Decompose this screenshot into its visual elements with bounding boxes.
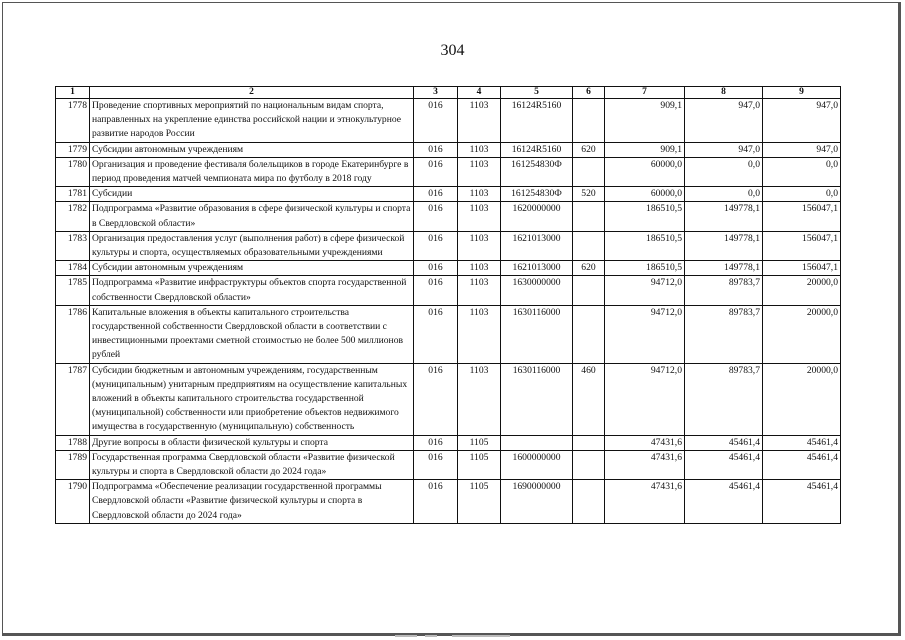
scan-mark <box>452 635 510 637</box>
amount-col7: 94712,0 <box>605 305 685 363</box>
ministry-code: 016 <box>414 157 458 186</box>
target-article-code: 161254830Ф <box>501 187 573 202</box>
page-number: 304 <box>440 42 465 59</box>
amount-col7: 60000,0 <box>605 187 685 202</box>
amount-col9: 947,0 <box>763 99 841 143</box>
section-code: 1105 <box>458 480 501 524</box>
row-number: 1779 <box>56 142 90 157</box>
table-row <box>56 363 841 435</box>
row-number: 1789 <box>56 450 90 479</box>
column-header-9: 9 <box>763 87 841 99</box>
ministry-code: 016 <box>414 231 458 260</box>
amount-col8: 45461,4 <box>685 480 763 524</box>
ministry-code: 016 <box>414 187 458 202</box>
item-name: Субсидии автономным учреждениям <box>90 261 414 276</box>
item-name: Подпрограмма «Развитие образования в сфере физической культуры и спорта в Свердловской области» <box>90 202 414 231</box>
ministry-code: 016 <box>414 142 458 157</box>
row-number: 1783 <box>56 231 90 260</box>
row-number: 1788 <box>56 435 90 450</box>
table-row <box>56 231 841 260</box>
expense-type-code <box>573 435 605 450</box>
column-header-4: 4 <box>458 87 501 99</box>
table-row <box>56 435 841 450</box>
column-header-2: 2 <box>90 87 414 99</box>
target-article-code <box>501 435 573 450</box>
expense-type-code: 620 <box>573 142 605 157</box>
target-article-code: 1600000000 <box>501 450 573 479</box>
table-row <box>56 157 841 186</box>
amount-col8: 89783,7 <box>685 305 763 363</box>
table-row <box>56 450 841 479</box>
section-code: 1103 <box>458 363 501 435</box>
amount-col9: 156047,1 <box>763 202 841 231</box>
section-code: 1105 <box>458 435 501 450</box>
ministry-code: 016 <box>414 480 458 524</box>
row-number: 1780 <box>56 157 90 186</box>
ministry-code: 016 <box>414 99 458 143</box>
header-row <box>56 87 841 99</box>
amount-col8: 45461,4 <box>685 435 763 450</box>
section-code: 1103 <box>458 142 501 157</box>
amount-col7: 186510,5 <box>605 202 685 231</box>
expense-type-code <box>573 157 605 186</box>
section-code: 1103 <box>458 202 501 231</box>
amount-col8: 149778,1 <box>685 231 763 260</box>
amount-col7: 60000,0 <box>605 157 685 186</box>
section-code: 1105 <box>458 450 501 479</box>
target-article-code: 161254830Ф <box>501 157 573 186</box>
scan-mark <box>425 635 437 637</box>
row-number: 1784 <box>56 261 90 276</box>
target-article-code: 1620000000 <box>501 202 573 231</box>
amount-col9: 156047,1 <box>763 261 841 276</box>
column-header-7: 7 <box>605 87 685 99</box>
section-code: 1103 <box>458 231 501 260</box>
table-row <box>56 480 841 524</box>
item-name: Подпрограмма «Развитие инфраструктуры объектов спорта государственной собственности Свердловской области» <box>90 276 414 305</box>
section-code: 1103 <box>458 187 501 202</box>
ministry-code: 016 <box>414 261 458 276</box>
row-number: 1790 <box>56 480 90 524</box>
row-number: 1787 <box>56 363 90 435</box>
ministry-code: 016 <box>414 363 458 435</box>
target-article-code: 16124R5160 <box>501 99 573 143</box>
ministry-code: 016 <box>414 305 458 363</box>
item-name: Государственная программа Свердловской области «Развитие физической культуры и спорта в Свердловской области до 2024 года» <box>90 450 414 479</box>
section-code: 1103 <box>458 276 501 305</box>
expense-type-code: 460 <box>573 363 605 435</box>
column-header-6: 6 <box>573 87 605 99</box>
amount-col7: 47431,6 <box>605 435 685 450</box>
target-article-code: 1630000000 <box>501 276 573 305</box>
row-number: 1785 <box>56 276 90 305</box>
target-article-code: 1690000000 <box>501 480 573 524</box>
row-number: 1781 <box>56 187 90 202</box>
expense-type-code <box>573 305 605 363</box>
column-header-1: 1 <box>56 87 90 99</box>
table-row <box>56 202 841 231</box>
table-row <box>56 276 841 305</box>
ministry-code: 016 <box>414 276 458 305</box>
section-code: 1103 <box>458 157 501 186</box>
amount-col9: 20000,0 <box>763 363 841 435</box>
amount-col9: 45461,4 <box>763 435 841 450</box>
item-name: Субсидии <box>90 187 414 202</box>
budget-table <box>55 86 841 524</box>
amount-col9: 156047,1 <box>763 231 841 260</box>
section-code: 1103 <box>458 261 501 276</box>
row-number: 1786 <box>56 305 90 363</box>
column-header-5: 5 <box>501 87 573 99</box>
target-article-code: 1630116000 <box>501 305 573 363</box>
expense-type-code <box>573 480 605 524</box>
amount-col7: 186510,5 <box>605 261 685 276</box>
target-article-code: 16124R5160 <box>501 142 573 157</box>
amount-col9: 20000,0 <box>763 305 841 363</box>
amount-col8: 149778,1 <box>685 202 763 231</box>
expense-type-code <box>573 231 605 260</box>
amount-col9: 0,0 <box>763 157 841 186</box>
table-row <box>56 305 841 363</box>
item-name: Капитальные вложения в объекты капитального строительства государственной собственности Свердловской области в соответствии с инвестиционными проектами сметной стоимостью не более 500 миллионов рублей <box>90 305 414 363</box>
amount-col9: 20000,0 <box>763 276 841 305</box>
table-row <box>56 187 841 202</box>
row-number: 1778 <box>56 99 90 143</box>
amount-col8: 947,0 <box>685 142 763 157</box>
section-code: 1103 <box>458 99 501 143</box>
amount-col9: 947,0 <box>763 142 841 157</box>
amount-col8: 0,0 <box>685 157 763 186</box>
item-name: Организация и проведение фестиваля болельщиков в городе Екатеринбурге в период проведения матчей чемпионата мира по футболу в 2018 году <box>90 157 414 186</box>
expense-type-code <box>573 276 605 305</box>
column-header-3: 3 <box>414 87 458 99</box>
amount-col9: 45461,4 <box>763 450 841 479</box>
expense-type-code: 620 <box>573 261 605 276</box>
amount-col7: 94712,0 <box>605 363 685 435</box>
target-article-code: 1621013000 <box>501 231 573 260</box>
amount-col8: 89783,7 <box>685 276 763 305</box>
item-name: Субсидии бюджетным и автономным учреждениям, государственным (муниципальным) унитарным предприятиям на осуществление капитальных вложений в объекты капитального строительства государственной (муниципальной) собственности или приобретение объектов недвижимого имущества в государственную (муниципальную) собственность <box>90 363 414 435</box>
item-name: Подпрограмма «Обеспечение реализации государственной программы Свердловской области «Развитие физической культуры и спорта в Свердловской области до 2024 года» <box>90 480 414 524</box>
row-number: 1782 <box>56 202 90 231</box>
amount-col8: 149778,1 <box>685 261 763 276</box>
amount-col8: 0,0 <box>685 187 763 202</box>
scan-mark <box>395 635 417 637</box>
amount-col7: 909,1 <box>605 99 685 143</box>
table-body <box>56 99 841 524</box>
column-header-8: 8 <box>685 87 763 99</box>
expense-type-code: 520 <box>573 187 605 202</box>
target-article-code: 1621013000 <box>501 261 573 276</box>
table-row <box>56 142 841 157</box>
expense-type-code <box>573 450 605 479</box>
table-row <box>56 261 841 276</box>
amount-col9: 45461,4 <box>763 480 841 524</box>
item-name: Другие вопросы в области физической культуры и спорта <box>90 435 414 450</box>
target-article-code: 1630116000 <box>501 363 573 435</box>
amount-col7: 94712,0 <box>605 276 685 305</box>
item-name: Организация предоставления услуг (выполнения работ) в сфере физической культуры и спорта, осуществляемых образовательными учреждениями <box>90 231 414 260</box>
item-name: Проведение спортивных мероприятий по национальным видам спорта, направленных на укрепление единства российской нации и этнокультурное развитие народов России <box>90 99 414 143</box>
amount-col8: 45461,4 <box>685 450 763 479</box>
amount-col7: 47431,6 <box>605 480 685 524</box>
amount-col9: 0,0 <box>763 187 841 202</box>
section-code: 1103 <box>458 305 501 363</box>
amount-col7: 909,1 <box>605 142 685 157</box>
amount-col8: 947,0 <box>685 99 763 143</box>
ministry-code: 016 <box>414 435 458 450</box>
amount-col7: 47431,6 <box>605 450 685 479</box>
ministry-code: 016 <box>414 202 458 231</box>
amount-col7: 186510,5 <box>605 231 685 260</box>
amount-col8: 89783,7 <box>685 363 763 435</box>
expense-type-code <box>573 99 605 143</box>
item-name: Субсидии автономным учреждениям <box>90 142 414 157</box>
table-row <box>56 99 841 143</box>
expense-type-code <box>573 202 605 231</box>
ministry-code: 016 <box>414 450 458 479</box>
